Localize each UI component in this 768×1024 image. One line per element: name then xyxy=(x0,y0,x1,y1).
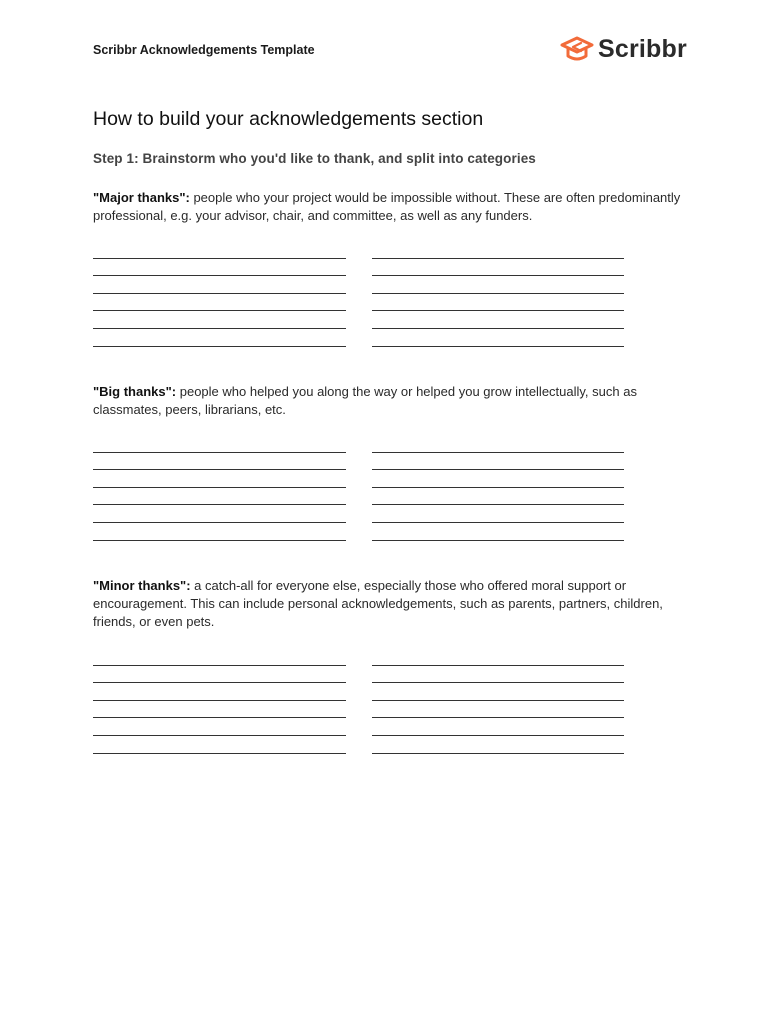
logo-text: Scribbr xyxy=(598,34,687,63)
blank-line-row xyxy=(93,311,625,329)
blank-line-right xyxy=(372,753,624,754)
blank-line-right xyxy=(372,540,624,541)
blank-line-left xyxy=(93,753,346,754)
blank-line-row xyxy=(93,683,625,701)
big-thanks-lines xyxy=(93,435,625,541)
blank-line-row xyxy=(93,453,625,471)
big-thanks-text: people who helped you along the way or helped you grow intellectually, such as classmates, peers, librarians, etc. xyxy=(93,384,637,417)
major-thanks-text: people who your project would be impossible without. These are often predominantly professional, e.g. your advisor, chair, and committee, as well as any funders. xyxy=(93,190,681,223)
blank-line-row xyxy=(93,648,625,666)
blank-line-row xyxy=(93,329,625,347)
blank-line-row xyxy=(93,276,625,294)
blank-line-row xyxy=(93,736,625,754)
blank-line-row xyxy=(93,435,625,453)
template-title: Scribbr Acknowledgements Template xyxy=(93,43,315,57)
blank-line-left xyxy=(93,540,346,541)
blank-line-row xyxy=(93,241,625,259)
blank-line-right xyxy=(372,346,624,347)
step-heading: Step 1: Brainstorm who you'd like to thank, and split into categories xyxy=(93,151,536,166)
graduation-cap-icon xyxy=(560,34,594,64)
big-thanks-label: "Big thanks": xyxy=(93,384,177,399)
major-thanks-lines xyxy=(93,241,625,347)
minor-thanks-lines xyxy=(93,648,625,754)
blank-line-row xyxy=(93,523,625,541)
major-thanks-description xyxy=(93,189,683,225)
major-thanks-label: "Major thanks": xyxy=(93,190,190,205)
minor-thanks-label: "Minor thanks": xyxy=(93,578,191,593)
scribbr-logo xyxy=(560,34,687,64)
blank-line-left xyxy=(93,346,346,347)
blank-line-row xyxy=(93,505,625,523)
blank-line-row xyxy=(93,666,625,684)
blank-line-row xyxy=(93,294,625,312)
blank-line-row xyxy=(93,470,625,488)
minor-thanks-text: a catch-all for everyone else, especially those who offered moral support or encouragement. This can include personal acknowledgements, such as parents, partners, children, friends, or even pets. xyxy=(93,578,663,629)
blank-line-row xyxy=(93,488,625,506)
blank-line-row xyxy=(93,718,625,736)
big-thanks-description xyxy=(93,383,683,419)
page-title: How to build your acknowledgements section xyxy=(93,108,484,130)
minor-thanks-description xyxy=(93,577,683,631)
blank-line-row xyxy=(93,259,625,277)
blank-line-row xyxy=(93,701,625,719)
